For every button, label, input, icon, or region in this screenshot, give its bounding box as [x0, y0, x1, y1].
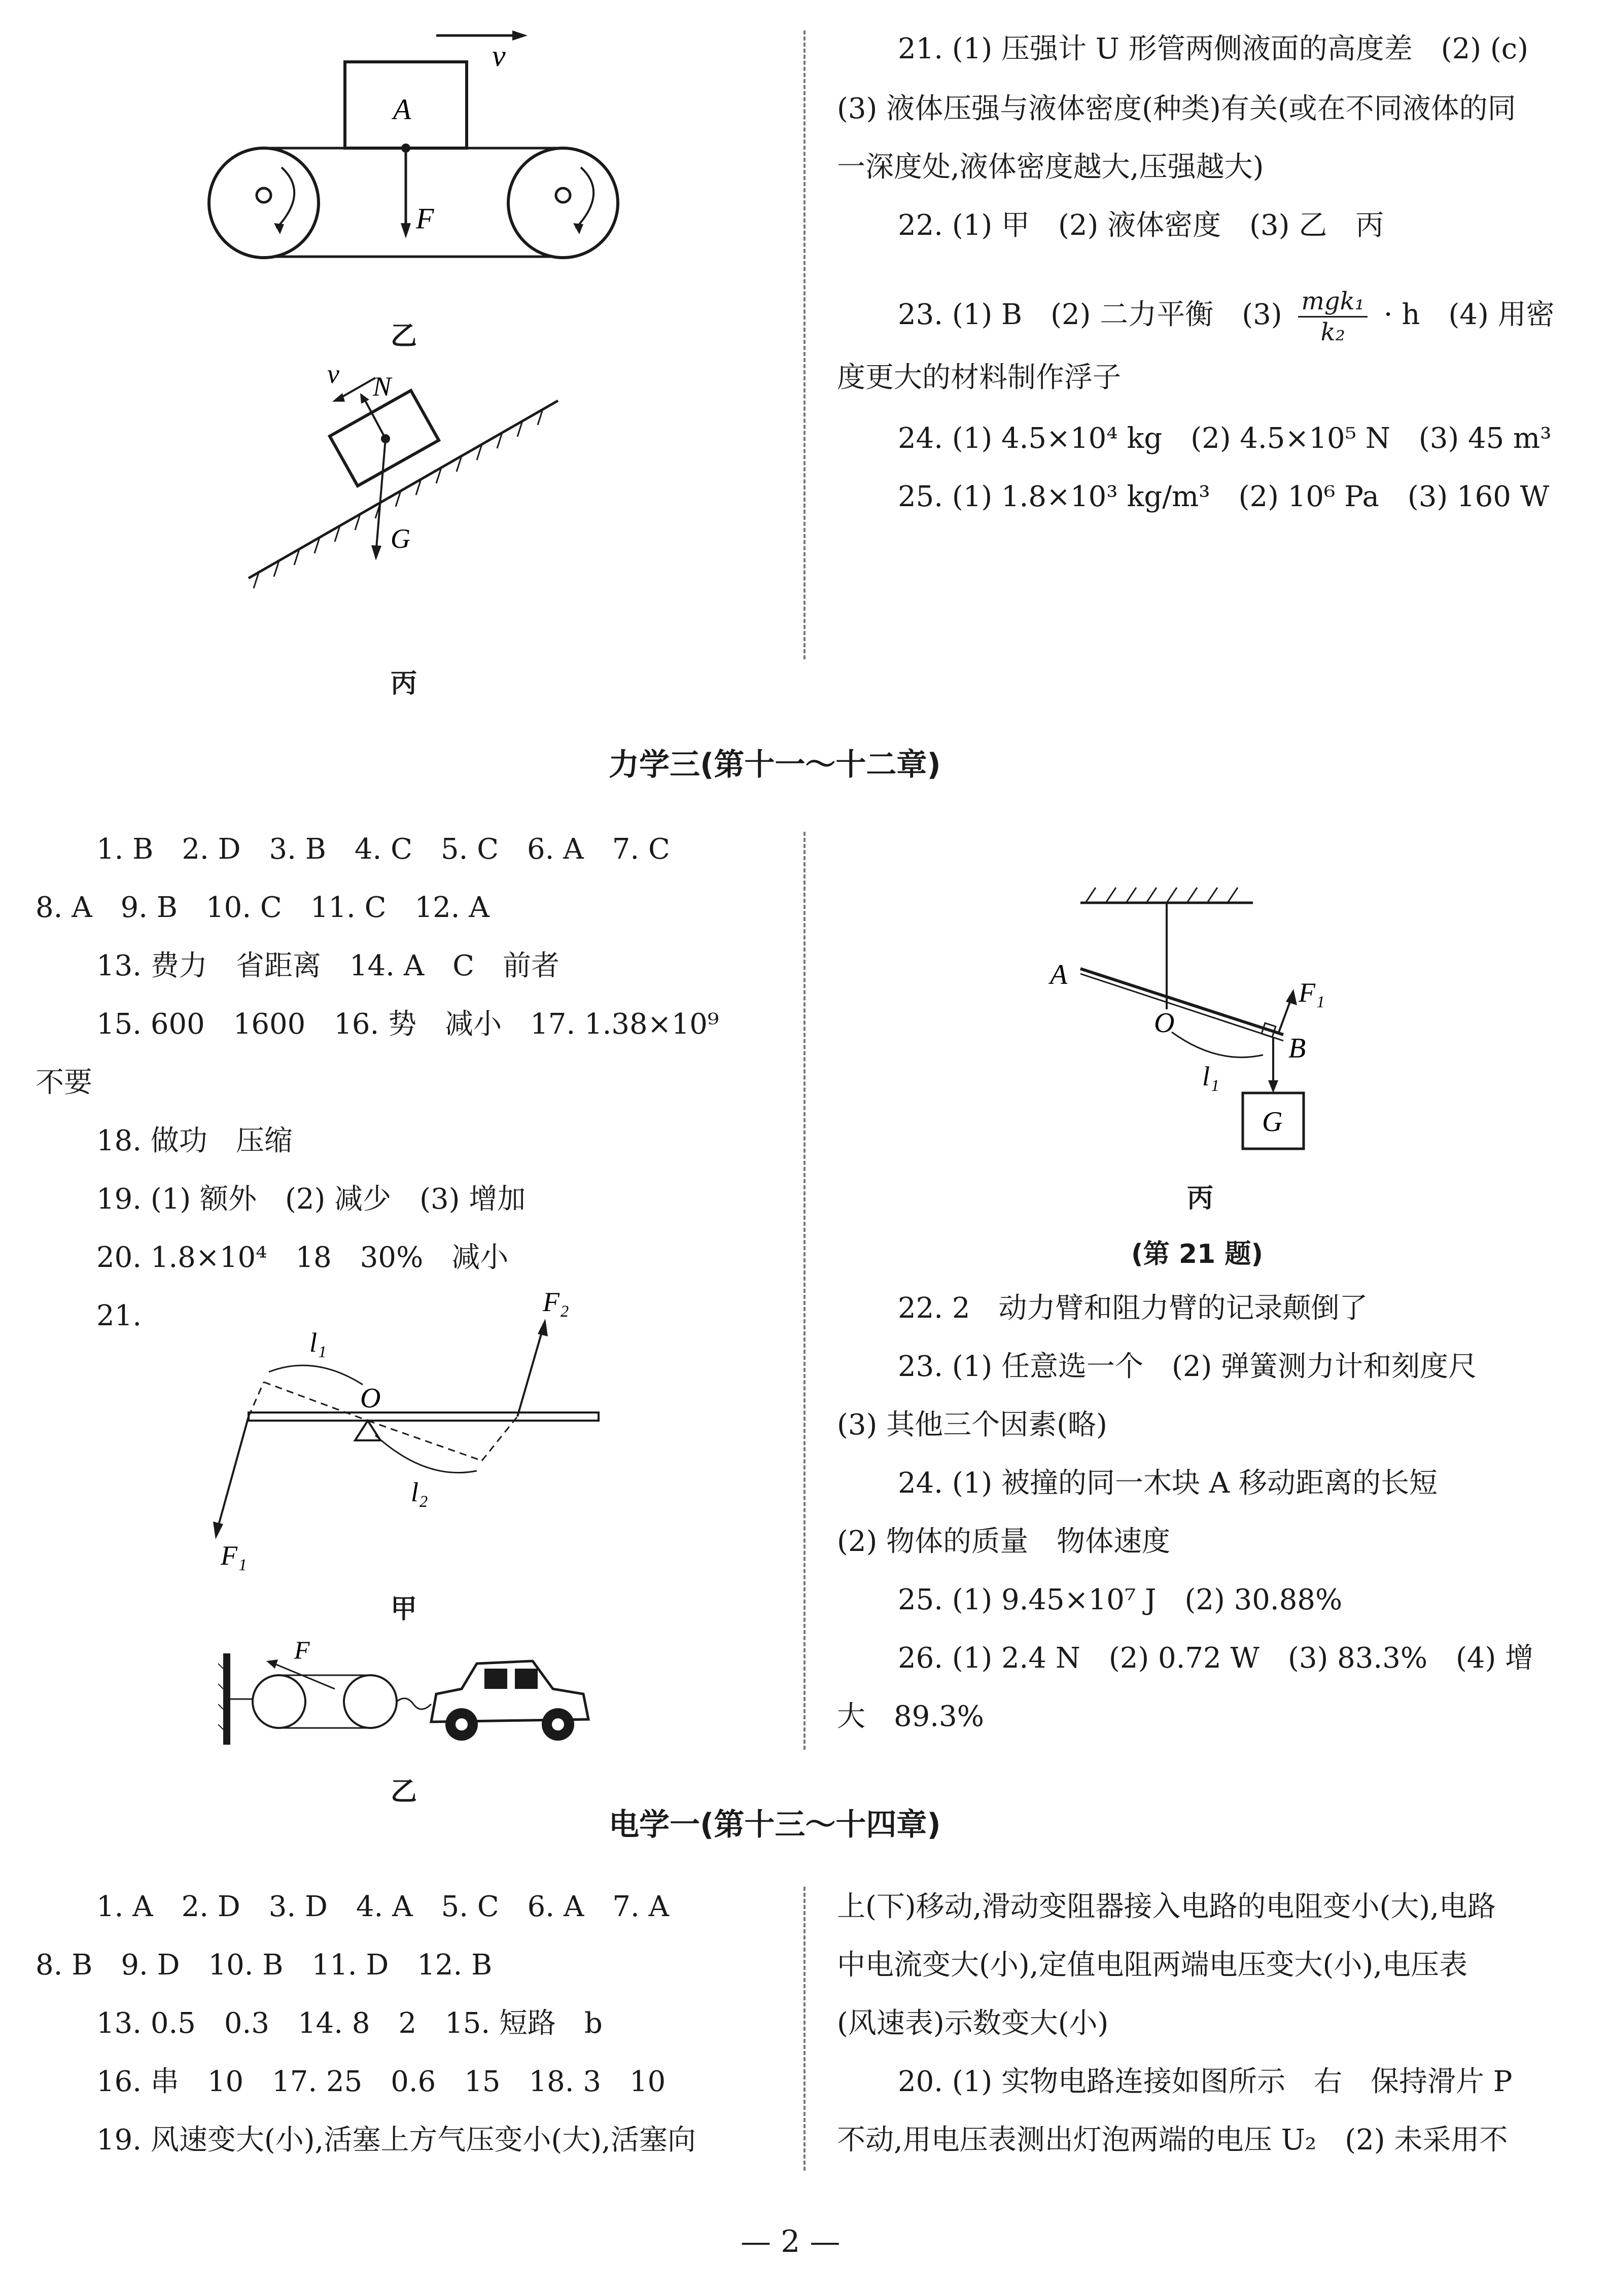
- column-divider-section2: [803, 1887, 806, 2171]
- answer-21b: (3) 液体压强与液体密度(种类)有关(或在不同液体的同: [837, 92, 1516, 125]
- label-v-incline: v: [327, 359, 339, 389]
- s1-right-line-1: 22. 2 动力臂和阻力臂的记录颠倒了: [898, 1292, 1368, 1325]
- s1-right-line-5: (2) 物体的质量 物体速度: [837, 1525, 1171, 1558]
- fig-jia-caption: 甲: [391, 1594, 417, 1624]
- s1-left-line-9: 21.: [96, 1299, 142, 1332]
- s1-right-line-4: 24. (1) 被撞的同一木块 A 移动距离的长短: [898, 1467, 1438, 1500]
- fig-question-caption: (第 21 题): [1131, 1239, 1264, 1269]
- fig-bing-caption-top: 丙: [391, 668, 417, 699]
- answer-25-top: 25. (1) 1.8×10³ kg/m³ (2) 10⁶ Pa (3) 160 W: [898, 480, 1550, 513]
- s1-left-line-1: 1. B 2. D 3. B 4. C 5. C 6. A 7. C: [96, 833, 670, 866]
- figure-lever-jia: [193, 1288, 609, 1572]
- s1-left-line-3: 13. 费力 省距离 14. A C 前者: [96, 949, 560, 982]
- s1-left-line-2: 8. A 9. B 10. C 11. C 12. A: [36, 891, 489, 924]
- section-title-electricity-1: 电学一(第十三～十四章): [609, 1807, 941, 1843]
- label-F: F: [416, 202, 434, 235]
- s2-left-line-4: 16. 串 10 17. 25 0.6 15 18. 3 10: [96, 2065, 666, 2098]
- s1-right-line-7: 26. (1) 2.4 N (2) 0.72 W (3) 83.3% (4) 增: [898, 1642, 1534, 1675]
- answer-23a-pre: 23. (1) B (2) 二力平衡 (3): [898, 298, 1282, 331]
- s2-right-line-3: (风速表)示数变大(小): [837, 2007, 1109, 2040]
- fig-bing-caption-lever: 丙: [1187, 1183, 1214, 1214]
- fraction: [1298, 287, 1368, 347]
- s2-left-line-5: 19. 风速变大(小),活塞上方气压变小(大),活塞向: [96, 2124, 696, 2157]
- label-O-jia: O: [360, 1383, 381, 1414]
- label-F-yi: F: [294, 1636, 310, 1664]
- label-F1-bing: F₁: [1299, 977, 1325, 1008]
- s1-right-line-2: 23. (1) 任意选一个 (2) 弹簧测力计和刻度尺: [898, 1350, 1477, 1383]
- s1-left-line-5: 不要: [36, 1066, 92, 1099]
- figure-hanging-lever-bing: [1040, 872, 1405, 1156]
- figure-incline-bing: [238, 355, 593, 593]
- fig-yi-caption-lever: 乙: [391, 1777, 417, 1807]
- s2-left-line-3: 13. 0.5 0.3 14. 8 2 15. 短路 b: [96, 2007, 603, 2040]
- label-F1-jia: F₁: [221, 1540, 247, 1571]
- s2-right-line-5: 不动,用电压表测出灯泡两端的电压 U₂ (2) 未采用不: [837, 2124, 1508, 2157]
- s1-left-line-6: 18. 做功 压缩: [96, 1124, 293, 1157]
- s1-left-line-7: 19. (1) 额外 (2) 减少 (3) 增加: [96, 1183, 526, 1216]
- s1-right-line-3: (3) 其他三个因素(略): [837, 1408, 1107, 1441]
- label-O-bing: O: [1154, 1007, 1175, 1039]
- answer-21a: 21. (1) 压强计 U 形管两侧液面的高度差 (2) (c): [898, 32, 1528, 65]
- s2-left-line-2: 8. B 9. D 10. B 11. D 12. B: [36, 1949, 493, 1982]
- fraction-denominator: k₂: [1320, 318, 1345, 346]
- s2-left-line-1: 1. A 2. D 3. D 4. A 5. C 6. A 7. A: [96, 1890, 670, 1923]
- page-number: — 2 —: [741, 2224, 841, 2259]
- label-N: N: [373, 371, 392, 402]
- answer-22-top: 22. (1) 甲 (2) 液体密度 (3) 乙 丙: [898, 209, 1384, 242]
- s1-right-line-8: 大 89.3%: [837, 1700, 984, 1733]
- answer-23b: 度更大的材料制作浮子: [837, 361, 1121, 394]
- label-A: A: [393, 93, 411, 126]
- s1-left-line-8: 20. 1.8×10⁴ 18 30% 减小: [96, 1241, 509, 1274]
- label-l2-jia: l₂: [411, 1477, 428, 1507]
- s1-left-line-4: 15. 600 1600 16. 势 减小 17. 1.38×10⁹: [96, 1008, 719, 1041]
- answer-21c: 一深度处,液体密度越大,压强越大): [837, 151, 1264, 184]
- label-G-bing: G: [1262, 1106, 1283, 1138]
- fraction-numerator: mgk₁: [1298, 287, 1368, 317]
- section-title-mechanics-3: 力学三(第十一～十二章): [609, 747, 941, 783]
- fig-yi-caption-top: 乙: [391, 321, 417, 351]
- column-divider-section1: [803, 832, 806, 1750]
- label-l1-bing: l₁: [1202, 1061, 1219, 1091]
- answer-23a-post: · h (4) 用密: [1383, 298, 1555, 331]
- s2-right-line-1: 上(下)移动,滑动变阻器接入电路的电阻变小(大),电路: [837, 1890, 1496, 1923]
- label-l1-jia: l₁: [309, 1327, 327, 1358]
- column-divider-top: [803, 30, 806, 659]
- figure-conveyor-yi: [193, 15, 629, 279]
- s2-right-line-4: 20. (1) 实物电路连接如图所示 右 保持滑片 P: [898, 2065, 1513, 2098]
- label-v: v: [492, 39, 506, 73]
- answer-23a: [898, 287, 1555, 347]
- s2-right-line-2: 中电流变大(小),定值电阻两端电压变大(小),电压表: [837, 1949, 1467, 1982]
- label-F2-jia: F₂: [543, 1288, 569, 1317]
- s1-right-line-6: 25. (1) 9.45×10⁷ J (2) 30.88%: [898, 1583, 1343, 1616]
- label-G: G: [391, 523, 410, 554]
- label-B-bing: B: [1288, 1033, 1306, 1064]
- label-A-bing: A: [1050, 959, 1068, 991]
- figure-car-pulley-yi: [218, 1633, 604, 1755]
- answer-24-top: 24. (1) 4.5×10⁴ kg (2) 4.5×10⁵ N (3) 45 m³: [898, 422, 1552, 455]
